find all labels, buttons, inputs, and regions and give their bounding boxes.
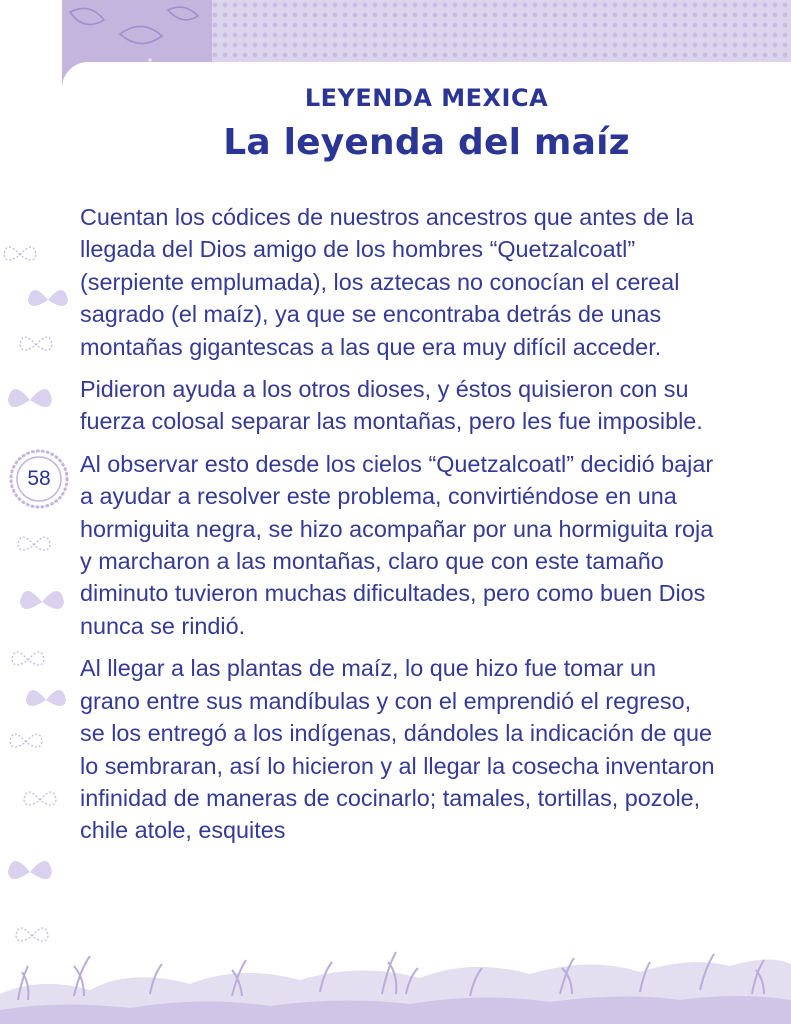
butterfly-icon [8,389,52,407]
page-title: La leyenda del maíz [223,122,630,163]
butterfly-icon [10,734,42,747]
legend-kicker: LEYENDA MEXICA [304,84,549,112]
butterfly-icon [18,537,50,550]
butterfly-icon [12,652,44,665]
paragraph-1: Cuentan los códices de nuestros ancestros que antes de la llegada del Dios amigo de los hombres “Quetzalcoatl” (serpiente emplumada), los aztecas no conocían el cereal sagrado (el maíz), ya que se encontraba detrás de unas montañas gigantescas a las que era muy difícil acceder. [80,204,694,360]
butterfly-icon [20,591,64,609]
paragraph-3: Al observar esto desde los cielos “Quetzalcoatl” decidió bajar a ayudar a resolver este problema, convirtiéndose en una hormiguita negra, se hizo acompañar por una hormiguita roja y marcharon a las montañas, claro que con este tamaño diminuto tuvieron muchas dificultades, pero como buen Dios nunca se rindió. [80,450,714,639]
butterfly-icon [26,690,66,706]
butterfly-icon [20,337,52,350]
story-text [80,201,720,857]
leaf-icon [168,7,198,20]
butterfly-icon [8,861,52,879]
paragraph-4: Al llegar a las plantas de maíz, lo que hizo fue tomar un grano entre sus mandíbulas y con el emprendió el regreso, se los entregó a los indígenas, dándoles la indicación de que lo sembraran, así lo hicieron y al llegar la cosecha inventaron infinidad de maneras de cocinarlo; tamales, tortillas, pozole, chile atole, esquites [80,655,715,844]
butterfly-margin [0,0,70,1024]
leaf-icon [70,8,104,24]
grass-border [0,930,791,1024]
page-number-badge [8,448,70,510]
page-number: 58 [27,467,51,490]
butterfly-icon [24,792,56,805]
butterfly-icon [28,290,68,306]
leaf-icon [120,26,162,43]
butterfly-icon [4,247,36,260]
paragraph-2: Pidieron ayuda a los otros dioses, y éstos quisieron con su fuerza colosal separar las montañas, pero les fue imposible. [80,376,703,435]
